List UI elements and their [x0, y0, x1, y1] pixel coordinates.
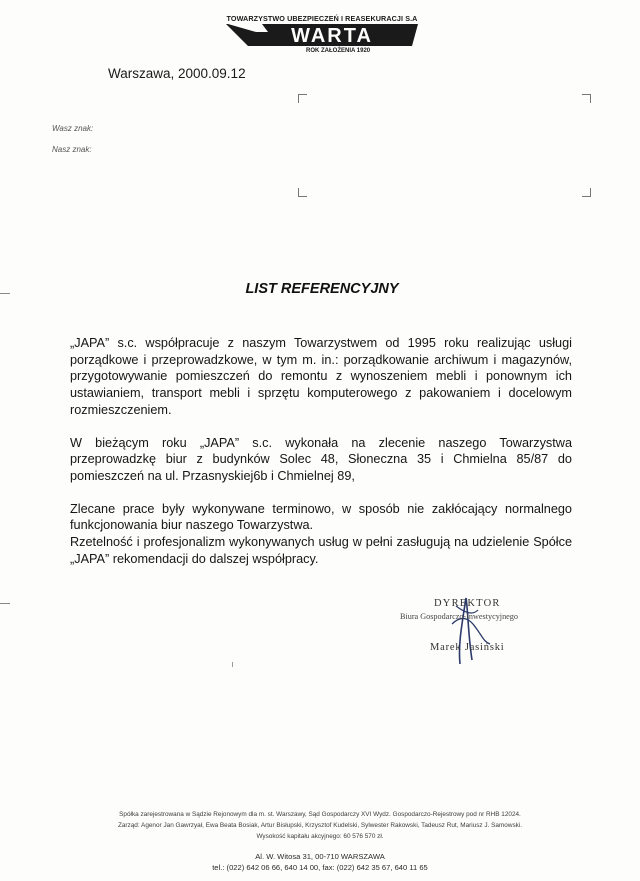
- letter-body: [70, 335, 572, 583]
- signatory-name: Marek Jasiński: [430, 642, 505, 653]
- company-name-top: TOWARZYSTWO UBEZPIECZEŃ I REASEKURACJI S.A: [226, 14, 418, 23]
- footer-registration: [0, 810, 640, 842]
- paragraph-2: W bieżącym roku „JAPA” s.c. wykonała na zlecenie naszego Towarzystwa przeprowadzkę biur z budynków Solec 48, Słoneczna 35 i Chmielna 85/87 do pomieszczeń na ul. Przasnyskiej6b i Chmielnej 89,: [70, 435, 572, 483]
- footer-phones-line: tel.: (022) 642 06 66, 640 14 00, fax: (022) 642 35 67, 640 11 65: [212, 863, 428, 872]
- address-corner-top-left: [298, 94, 307, 103]
- our-reference-label: Nasz znak:: [52, 145, 92, 154]
- warta-logo: [222, 8, 422, 58]
- logo-word: WARTA: [291, 25, 373, 47]
- paragraph-4: Rzetelność i profesjonalizm wykonywanych usług w pełni zasługują na udzielenie Spółce „JAPA” rekomendacji do dalszej współpracy.: [70, 535, 572, 566]
- address-corner-bottom-right: [582, 188, 591, 197]
- footer-address: [0, 851, 640, 873]
- signature-stamp: [398, 594, 588, 674]
- paper-speck: [232, 662, 233, 667]
- warta-wordmark-icon: [222, 22, 422, 48]
- your-reference-label: Wasz znak:: [52, 124, 94, 133]
- letter-date: Warszawa, 2000.09.12: [108, 66, 246, 81]
- fold-mark: [0, 603, 10, 604]
- paragraph-3: Zlecane prace były wykonywane terminowo, w sposób nie zakłócający normalnego funkcjonowania biur naszego Towarzystwa.: [70, 501, 572, 533]
- address-corner-bottom-left: [298, 188, 307, 197]
- footer-address-line: Al. W. Witosa 31, 00-710 WARSZAWA: [255, 852, 385, 861]
- address-corner-top-right: [582, 94, 591, 103]
- founding-year: ROK ZAŁOŻENIA 1920: [306, 48, 371, 54]
- signatory-department: Biura Gospodarczo-Inwestycyjnego: [400, 612, 518, 621]
- footer-line: Zarząd: Agenor Jan Gawrzyał, Ewa Beata Bosiak, Artur Bisłupski, Krzysztof Kudelski, Sylwester Rakowski, Tadeusz Rut, Mariusz J. Samowski.: [117, 821, 523, 829]
- paragraph-1: „JAPA” s.c. współpracuje z naszym Towarzystwem od 1995 roku realizując usługi porządkowe i przeprowadzkowe, w tym m. in.: porządkowanie archiwum i magazynów, przygotowywanie pomieszczeń do remontu z wynoszeniem mebli i ponownym ich ustawianiem, transport mebli i sprzętu komputerowego z pakowaniem i docelowym rozmieszczeniem.: [70, 336, 572, 417]
- signatory-title: DYREKTOR: [434, 598, 501, 609]
- footer-line: Wysokość kapitału akcyjnego: 60 576 570 zł.: [256, 832, 384, 840]
- footer-line: Spółka zarejestrowana w Sądzie Rejonowym dla m. st. Warszawy, Sąd Gospodarczy XVI Wydz. Gospodarczo-Rejestrowy pod nr RHB 12024.: [119, 811, 521, 818]
- letter-title: LIST REFERENCYJNY: [245, 281, 399, 297]
